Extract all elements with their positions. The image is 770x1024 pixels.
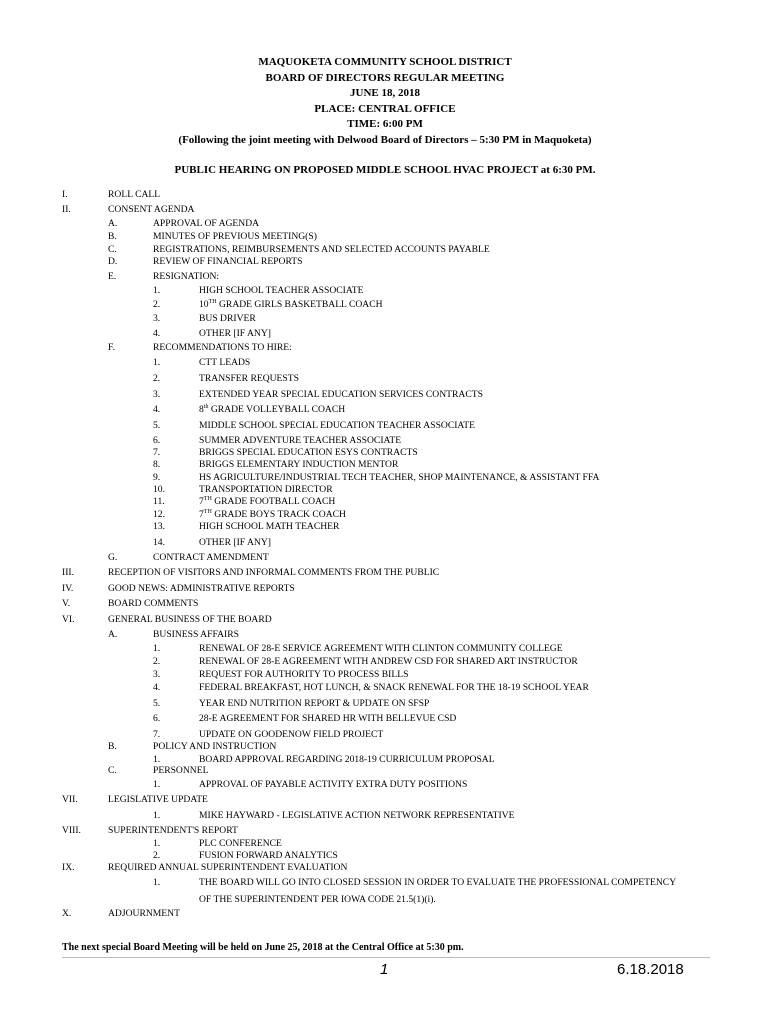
agenda-item-text: UPDATE ON GOODENOW FIELD PROJECT [199,729,384,740]
document-header [0,55,770,148]
agenda-item-marker: E. [108,271,117,282]
agenda-item-marker: 4. [153,404,161,415]
agenda-item-text: PERSONNEL [153,765,209,776]
agenda-item-marker: III. [62,567,74,578]
agenda-item-marker: VII. [62,794,78,805]
agenda-item-marker: 10. [153,484,165,495]
agenda-item-text: THE BOARD WILL GO INTO CLOSED SESSION IN ORDER TO EVALUATE THE PROFESSIONAL COMPETENCY [199,877,677,888]
agenda-item-marker: F. [108,342,115,353]
agenda-item-text: 7TH GRADE FOOTBALL COACH [199,495,336,507]
agenda-item-text: BRIGGS ELEMENTARY INDUCTION MENTOR [199,459,399,470]
agenda-item-marker: 1. [153,779,161,790]
agenda-item-text: HS AGRICULTURE/INDUSTRIAL TECH TEACHER, SHOP MAINTENANCE, & ASSISTANT FFA [199,472,600,483]
agenda-item-marker: 2. [153,656,161,667]
agenda-item-text: APPROVAL OF AGENDA [153,218,260,229]
agenda-item-marker: C. [108,244,117,255]
agenda-item-text: GOOD NEWS: ADMINISTRATIVE REPORTS [108,583,295,594]
agenda-item-text: TRANSFER REQUESTS [199,373,299,384]
agenda-item-text: RENEWAL OF 28-E SERVICE AGREEMENT WITH CLINTON COMMUNITY COLLEGE [199,643,563,654]
agenda-item-text: BRIGGS SPECIAL EDUCATION ESYS CONTRACTS [199,447,418,458]
agenda-item-text: RENEWAL OF 28-E AGREEMENT WITH ANDREW CSD FOR SHARED ART INSTRUCTOR [199,656,578,667]
agenda-item-text: CONTRACT AMENDMENT [153,552,269,563]
agenda-item-text: MIKE HAYWARD - LEGISLATIVE ACTION NETWORK REPRESENTATIVE [199,810,515,821]
agenda-item-text: REQUIRED ANNUAL SUPERINTENDENT EVALUATION [108,862,348,873]
agenda-item-marker: V. [62,598,71,609]
meeting-time: TIME: 6:00 PM [347,118,423,130]
agenda-item-marker: II. [62,204,71,215]
agenda-item-text: OF THE SUPERINTENDENT PER IOWA CODE 21.5(1)(i). [199,894,436,905]
agenda-item-text: REVIEW OF FINANCIAL REPORTS [153,256,303,267]
agenda-item-marker: 3. [153,389,161,400]
district-name: MAQUOKETA COMMUNITY SCHOOL DISTRICT [258,56,512,68]
agenda-item-marker: 4. [153,682,161,693]
agenda-item-marker: 1. [153,877,161,888]
agenda-item-text: FEDERAL BREAKFAST, HOT LUNCH, & SNACK RENEWAL FOR THE 18-19 SCHOOL YEAR [199,682,589,693]
agenda-item-text: HIGH SCHOOL MATH TEACHER [199,521,340,532]
footer-divider [62,957,710,958]
agenda-item-text: RESIGNATION: [153,271,220,282]
agenda-item-marker: D. [108,256,118,267]
agenda-item-marker: 5. [153,420,161,431]
agenda-item-text: BUSINESS AFFAIRS [153,629,239,640]
agenda-item-marker: 12. [153,509,165,520]
agenda-item-text: MINUTES OF PREVIOUS MEETING(S) [153,231,317,242]
agenda-item-text: YEAR END NUTRITION REPORT & UPDATE ON SFSP [199,698,430,709]
agenda-item-marker: 2. [153,299,161,310]
agenda-item-text: OTHER [IF ANY] [199,328,271,339]
agenda-item-text: 28-E AGREEMENT FOR SHARED HR WITH BELLEVUE CSD [199,713,457,724]
agenda-item-text: ADJOURNMENT [108,908,180,919]
agenda-item-text: MIDDLE SCHOOL SPECIAL EDUCATION TEACHER ASSOCIATE [199,420,476,431]
agenda-item-marker: 4. [153,328,161,339]
agenda-item-text: RECEPTION OF VISITORS AND INFORMAL COMMENTS FROM THE PUBLIC [108,567,440,578]
agenda-item-marker: 7. [153,729,161,740]
agenda-item-marker: G. [108,552,118,563]
agenda-item-marker: 8. [153,459,161,470]
agenda-item-marker: 1. [153,838,161,849]
agenda-item-text: APPROVAL OF PAYABLE ACTIVITY EXTRA DUTY POSITIONS [199,779,468,790]
agenda-item-text: BOARD APPROVAL REGARDING 2018-19 CURRICULUM PROPOSAL [199,754,495,765]
agenda-item-marker: A. [108,218,118,229]
agenda-item-text: SUMMER ADVENTURE TEACHER ASSOCIATE [199,435,402,446]
agenda-item-marker: 3. [153,313,161,324]
agenda-item-text: POLICY AND INSTRUCTION [153,741,277,752]
next-meeting-note: The next special Board Meeting will be held on June 25, 2018 at the Central Office at 5:30 pm. [62,942,464,953]
agenda-item-marker: 7. [153,447,161,458]
agenda-item-marker: 11. [153,496,165,507]
agenda-item-text: PLC CONFERENCE [199,838,282,849]
agenda-item-text: 8th GRADE VOLLEYBALL COACH [199,403,346,415]
agenda-item-text: 7TH GRADE BOYS TRACK COACH [199,508,346,520]
meeting-place: PLACE: CENTRAL OFFICE [314,102,456,115]
meeting-note: (Following the joint meeting with Delwood Board of Directors – 5:30 PM in Maquoketa) [178,133,592,146]
agenda-item-marker: 2. [153,850,161,861]
page-date: 6.18.2018 [617,961,684,978]
agenda-item-marker: 1. [153,754,161,765]
agenda-item-marker: 1. [153,810,161,821]
agenda-item-marker: 1. [153,643,161,654]
agenda-item-marker: 13. [153,521,165,532]
agenda-item-marker: 9. [153,472,161,483]
page-number: 1 [380,961,389,978]
agenda-item-text: ROLL CALL [108,189,161,200]
agenda-item-marker: VIII. [62,825,81,836]
agenda-item-marker: 1. [153,357,161,368]
agenda-item-text: TRANSPORTATION DIRECTOR [199,484,333,495]
agenda-item-text: BUS DRIVER [199,313,256,324]
agenda-item-text: REQUEST FOR AUTHORITY TO PROCESS BILLS [199,669,409,680]
agenda-item-marker: IV. [62,583,74,594]
agenda-item-marker: X. [62,908,72,919]
agenda-item-text: SUPERINTENDENT'S REPORT [108,825,238,836]
public-hearing-notice: PUBLIC HEARING ON PROPOSED MIDDLE SCHOOL HVAC PROJECT at 6:30 PM. [174,164,596,176]
agenda-item-text: BOARD COMMENTS [108,598,199,609]
meeting-title: BOARD OF DIRECTORS REGULAR MEETING [265,71,505,84]
agenda-item-marker: VI. [62,614,75,625]
agenda-item-marker: I. [62,189,68,200]
agenda-item-marker: C. [108,765,117,776]
agenda-item-marker: 14. [153,537,165,548]
agenda-item-text: OTHER [IF ANY] [199,537,271,548]
agenda-item-text: HIGH SCHOOL TEACHER ASSOCIATE [199,285,364,296]
meeting-date: JUNE 18, 2018 [350,87,420,99]
agenda-item-text: LEGISLATIVE UPDATE [108,794,208,805]
agenda-item-marker: 3. [153,669,161,680]
agenda-item-text: CTT LEADS [199,357,251,368]
agenda-item-marker: B. [108,741,117,752]
agenda-item-marker: 6. [153,435,161,446]
agenda-item-marker: 6. [153,713,161,724]
agenda-item-marker: 1. [153,285,161,296]
agenda-item-text: GENERAL BUSINESS OF THE BOARD [108,614,272,625]
agenda-item-text: EXTENDED YEAR SPECIAL EDUCATION SERVICES CONTRACTS [199,389,483,400]
agenda-item-marker: IX. [62,862,75,873]
agenda-item-text: CONSENT AGENDA [108,204,195,215]
agenda-item-text: 10TH GRADE GIRLS BASKETBALL COACH [199,298,383,310]
agenda-item-text: REGISTRATIONS, REIMBURSEMENTS AND SELECTED ACCOUNTS PAYABLE [153,244,490,255]
agenda-item-text: FUSION FORWARD ANALYTICS [199,850,338,861]
agenda-item-text: RECOMMENDATIONS TO HIRE: [153,342,292,353]
agenda-item-marker: 2. [153,373,161,384]
agenda-item-marker: 5. [153,698,161,709]
agenda-item-marker: A. [108,629,118,640]
agenda-item-marker: B. [108,231,117,242]
